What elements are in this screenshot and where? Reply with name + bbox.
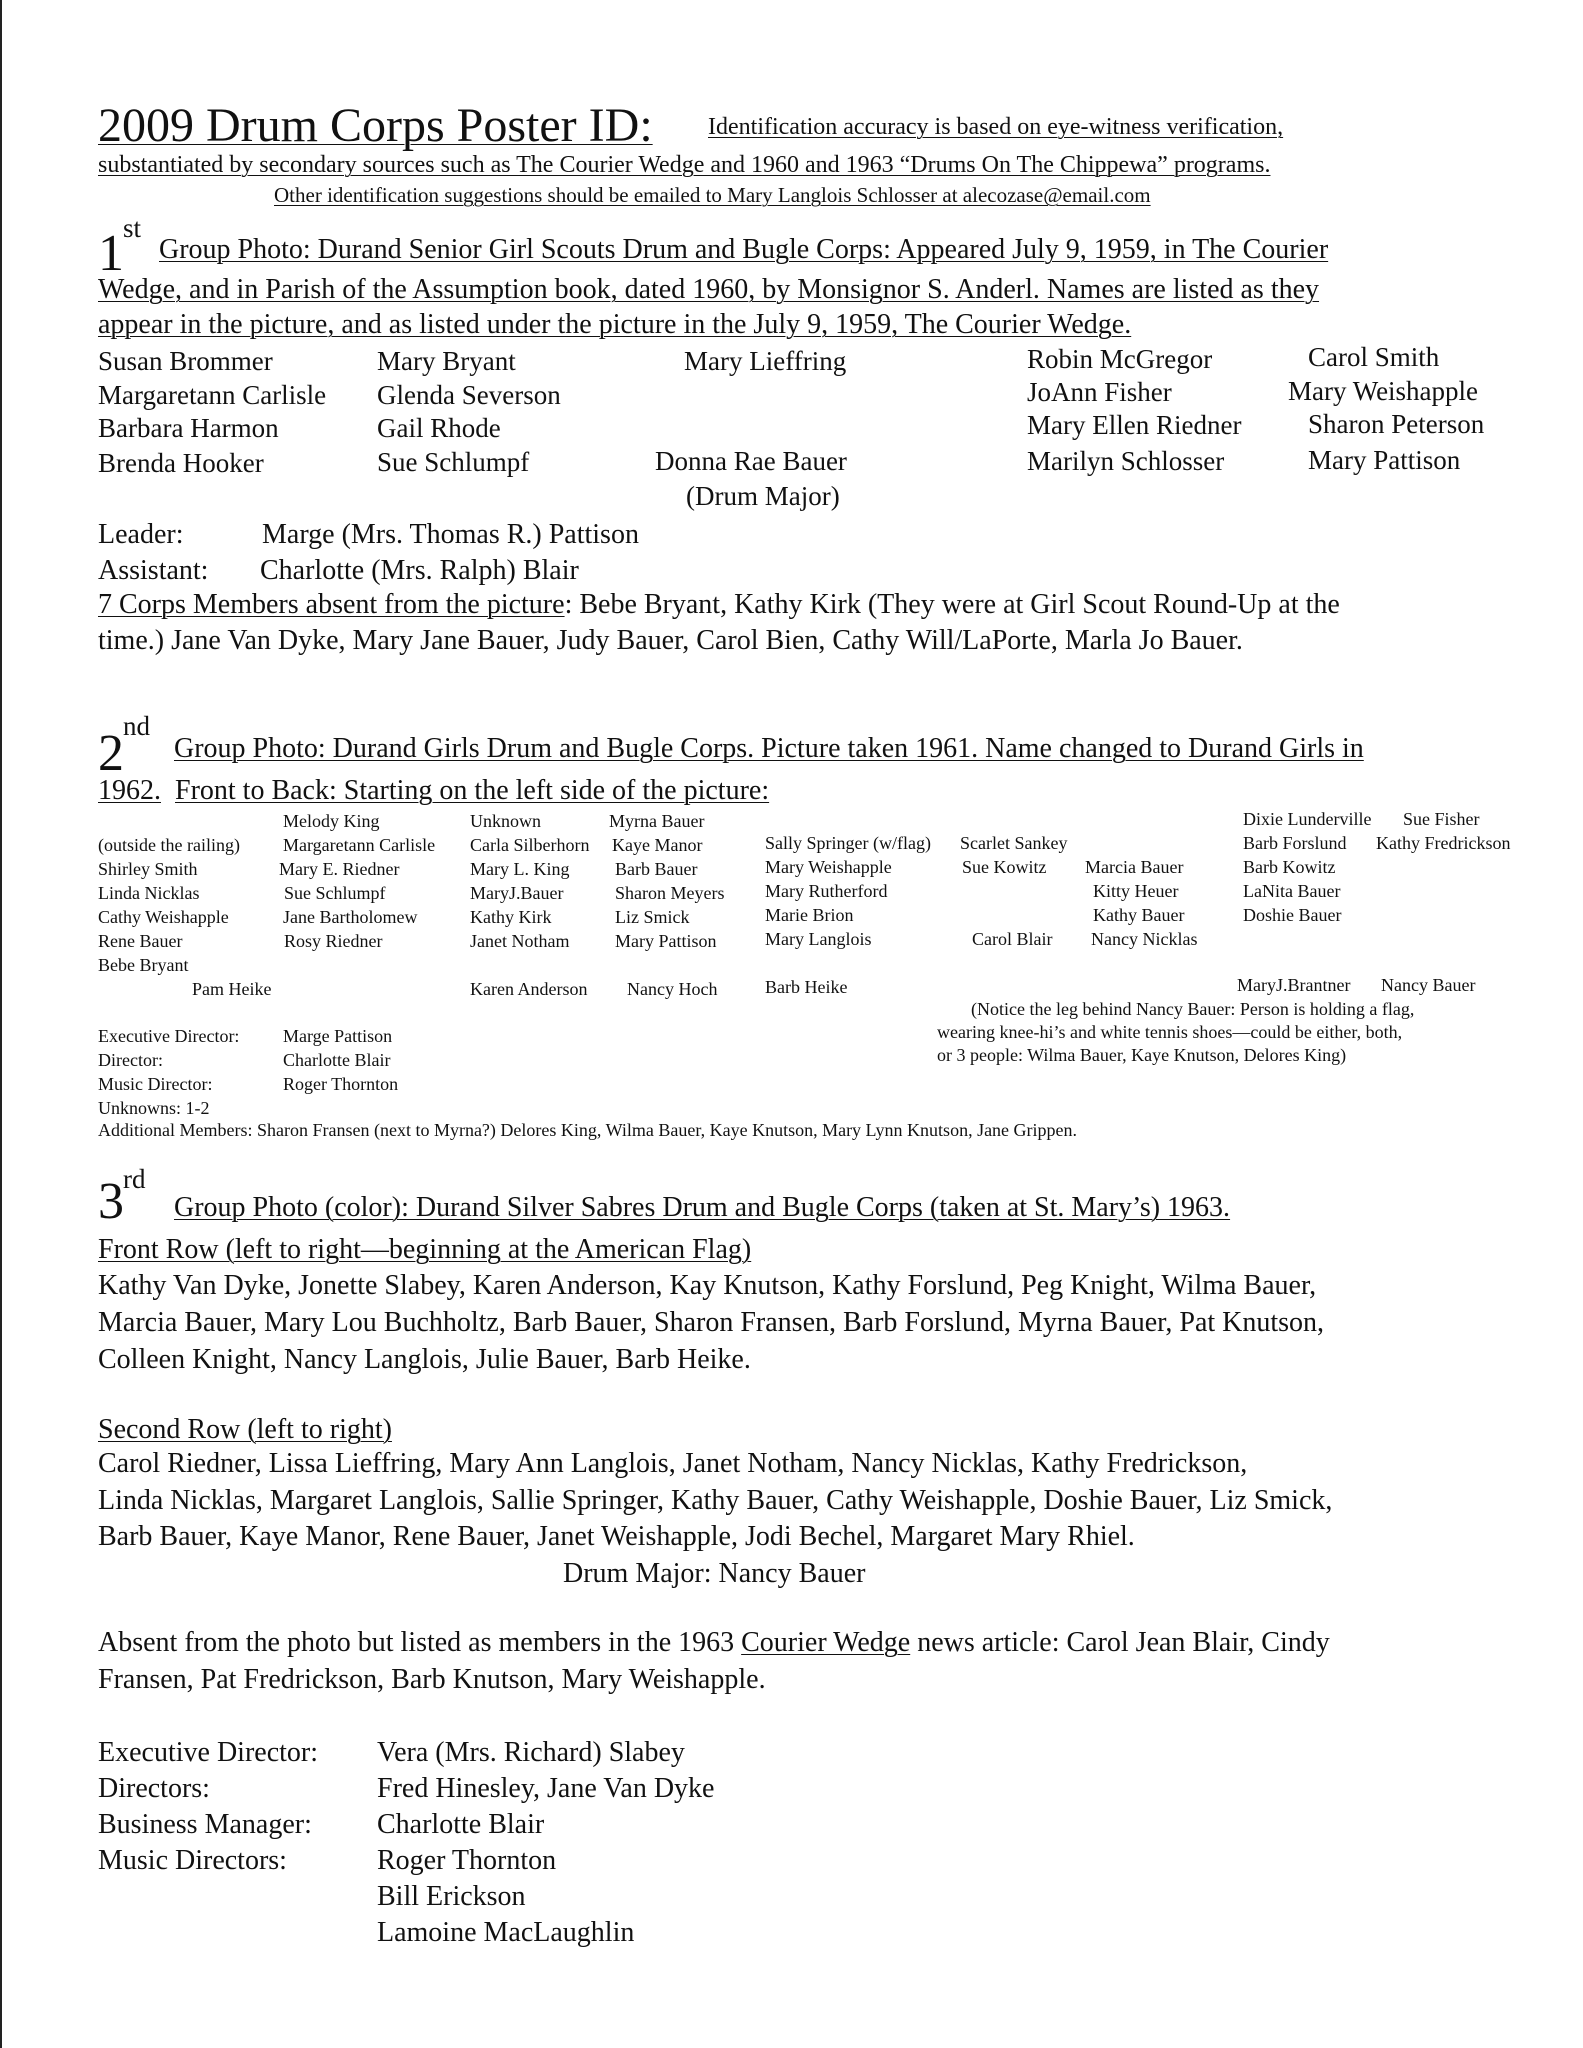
name-cell: Shirley Smith bbox=[98, 859, 198, 879]
group-1-number: 1 bbox=[98, 225, 124, 282]
name-cell: Dixie Lunderville bbox=[1243, 809, 1372, 829]
leader-label: Leader: bbox=[98, 519, 184, 550]
page-subtitle: Identification accuracy is based on eye-witness verification, bbox=[708, 114, 1284, 140]
name-cell: Carol Blair bbox=[972, 929, 1053, 949]
staff-label: Directors: bbox=[98, 1773, 210, 1804]
front-row-line-1: Kathy Van Dyke, Jonette Slabey, Karen Anderson, Kay Knutson, Kathy Forslund, Peg Knight, Wilma Bauer, bbox=[98, 1270, 1317, 1301]
name-cell: Kathy Fredrickson bbox=[1376, 833, 1511, 853]
name-cell: Marcia Bauer bbox=[1085, 857, 1184, 877]
front-row-line-2: Marcia Bauer, Mary Lou Buchholtz, Barb Bauer, Sharon Fransen, Barb Forslund, Myrna Bauer, Pat Knutson, bbox=[98, 1307, 1325, 1338]
name-cell: Pam Heike bbox=[192, 979, 272, 999]
staff-name: Charlotte Blair bbox=[283, 1050, 391, 1070]
staff-name: Charlotte Blair bbox=[377, 1809, 545, 1840]
assistant-label: Assistant: bbox=[98, 555, 209, 586]
second-row-line-1: Carol Riedner, Lissa Lieffring, Mary Ann Langlois, Janet Notham, Nancy Nicklas, Kathy Fredrickson, bbox=[98, 1448, 1248, 1479]
staff-name: Lamoine MacLaughlin bbox=[377, 1917, 635, 1948]
group-2-orientation: Front to Back: Starting on the left side of the picture: bbox=[175, 775, 770, 806]
name-cell: LaNita Bauer bbox=[1243, 881, 1341, 901]
drum-major-note: (Drum Major) bbox=[686, 481, 840, 511]
group-1-heading-1: Group Photo: Durand Senior Girl Scouts Drum and Bugle Corps: Appeared July 9, 1959, in The Courier bbox=[159, 234, 1329, 265]
name-cell: Sue Schlumpf bbox=[377, 447, 530, 477]
staff-label: Business Manager: bbox=[98, 1809, 312, 1840]
name-cell: Unknown bbox=[470, 811, 541, 831]
group-2-number: 2 bbox=[98, 725, 124, 782]
header-line-2: substantiated by secondary sources such as The Courier Wedge and 1960 and 1963 “Drums On The Chippewa” programs. bbox=[98, 152, 1271, 178]
name-cell: Mary Pattison bbox=[615, 931, 717, 951]
staff-name: Bill Erickson bbox=[377, 1881, 526, 1912]
name-cell: Sally Springer (w/flag) bbox=[765, 833, 931, 853]
staff-label: Music Director: bbox=[98, 1074, 213, 1094]
notice-line-3: or 3 people: Wilma Bauer, Kaye Knutson, Delores King) bbox=[937, 1045, 1347, 1065]
name-cell: Kitty Heuer bbox=[1093, 881, 1179, 901]
staff-label: Executive Director: bbox=[98, 1026, 240, 1046]
header-line-3: Other identification suggestions should be emailed to Mary Langlois Schlosser at alecozase@email.com bbox=[274, 183, 1151, 207]
absent-line-2: time.) Jane Van Dyke, Mary Jane Bauer, Judy Bauer, Carol Bien, Cathy Will/LaPorte, Marla Jo Bauer. bbox=[98, 625, 1243, 656]
absent-text: : Bebe Bryant, Kathy Kirk (They were at Girl Scout Round-Up at the bbox=[564, 589, 1340, 620]
staff-name: Vera (Mrs. Richard) Slabey bbox=[377, 1737, 685, 1768]
name-cell: Doshie Bauer bbox=[1243, 905, 1342, 925]
name-cell: Carol Smith bbox=[1308, 342, 1440, 372]
name-cell: Mary Rutherford bbox=[765, 881, 888, 901]
name-cell: Mary Ellen Riedner bbox=[1027, 410, 1242, 440]
name-cell: Sue Fisher bbox=[1403, 809, 1480, 829]
name-cell: Marilyn Schlosser bbox=[1027, 446, 1225, 476]
name-cell: Glenda Severson bbox=[377, 380, 561, 410]
name-cell: Barb Bauer bbox=[615, 859, 698, 879]
staff-name: Fred Hinesley, Jane Van Dyke bbox=[377, 1773, 715, 1804]
group-3-superscript: rd bbox=[123, 1164, 146, 1194]
group-3-heading: Group Photo (color): Durand Silver Sabres Drum and Bugle Corps (taken at St. Mary’s) 1963. bbox=[174, 1192, 1231, 1223]
name-cell: Rene Bauer bbox=[98, 931, 183, 951]
leader-name: Marge (Mrs. Thomas R.) Pattison bbox=[262, 519, 639, 550]
name-cell: Kaye Manor bbox=[612, 835, 703, 855]
absent-line-1 bbox=[98, 591, 1340, 619]
group-2-superscript: nd bbox=[123, 711, 150, 741]
additional-members: Additional Members: Sharon Fransen (next to Myrna?) Delores King, Wilma Bauer, Kaye Knutson, Mary Lynn Knutson, Jane Grippen. bbox=[98, 1120, 1078, 1140]
staff-label: Executive Director: bbox=[98, 1737, 319, 1768]
notice-line-2: wearing knee-hi’s and white tennis shoes—could be either, both, bbox=[937, 1022, 1403, 1042]
staff-name: Roger Thornton bbox=[283, 1074, 399, 1094]
name-cell: MaryJ.Brantner bbox=[1237, 975, 1351, 995]
name-cell: Mary Pattison bbox=[1308, 445, 1461, 475]
name-cell: Kathy Bauer bbox=[1093, 905, 1185, 925]
front-row-label: Front Row (left to right—beginning at the American Flag) bbox=[98, 1234, 752, 1265]
name-cell: Melody King bbox=[283, 811, 380, 831]
name-cell: Rosy Riedner bbox=[284, 931, 383, 951]
drum-major: Drum Major: Nancy Bauer bbox=[563, 1558, 866, 1589]
name-cell: Mary Weishapple bbox=[765, 857, 892, 877]
unknowns-note: Unknowns: 1-2 bbox=[98, 1098, 210, 1118]
name-cell: Mary E. Riedner bbox=[279, 859, 400, 879]
second-row-line-3: Barb Bauer, Kaye Manor, Rene Bauer, Janet Weishapple, Jodi Bechel, Margaret Mary Rhiel. bbox=[98, 1521, 1135, 1552]
name-cell: Bebe Bryant bbox=[98, 955, 189, 975]
absent-line-2: Fransen, Pat Fredrickson, Barb Knutson, Mary Weishapple. bbox=[98, 1664, 766, 1695]
name-cell: Barb Kowitz bbox=[1243, 857, 1336, 877]
name-cell: (outside the railing) bbox=[98, 835, 240, 855]
page-edge bbox=[0, 0, 2, 2048]
name-cell: Sue Schlumpf bbox=[284, 883, 386, 903]
name-cell: MaryJ.Bauer bbox=[470, 883, 564, 903]
name-cell: Sue Kowitz bbox=[962, 857, 1047, 877]
name-cell: Nancy Bauer bbox=[1381, 975, 1476, 995]
second-row-line-2: Linda Nicklas, Margaret Langlois, Sallie Springer, Kathy Bauer, Cathy Weishapple, Doshie Bauer, Liz Smick, bbox=[98, 1485, 1333, 1516]
second-row-label: Second Row (left to right) bbox=[98, 1414, 392, 1445]
group-1-superscript: st bbox=[123, 213, 142, 243]
name-cell: Gail Rhode bbox=[377, 413, 501, 443]
staff-label: Music Directors: bbox=[98, 1845, 287, 1876]
name-cell: Barb Heike bbox=[765, 977, 848, 997]
absent-text-a: Absent from the photo but listed as members in the 1963 bbox=[98, 1627, 742, 1658]
name-cell: Sharon Meyers bbox=[615, 883, 725, 903]
name-cell: Nancy Nicklas bbox=[1091, 929, 1198, 949]
staff-label: Director: bbox=[98, 1050, 163, 1070]
name-cell: Mary Bryant bbox=[377, 346, 516, 376]
name-cell: JoAnn Fisher bbox=[1027, 377, 1172, 407]
page-title: 2009 Drum Corps Poster ID: bbox=[98, 99, 653, 152]
name-cell: Brenda Hooker bbox=[98, 448, 264, 478]
name-cell: Mary Lieffring bbox=[684, 346, 847, 376]
name-cell: Robin McGregor bbox=[1027, 344, 1213, 374]
name-cell: Donna Rae Bauer bbox=[655, 446, 847, 476]
name-cell: Carla Silberhorn bbox=[470, 835, 590, 855]
group-1-heading-2: Wedge, and in Parish of the Assumption book, dated 1960, by Monsignor S. Anderl. Names are listed as they bbox=[98, 274, 1320, 305]
name-cell: Marie Brion bbox=[765, 905, 854, 925]
absent-line-1 bbox=[98, 1629, 1330, 1657]
name-cell: Mary Weishapple bbox=[1288, 376, 1479, 406]
name-cell: Mary Langlois bbox=[765, 929, 872, 949]
notice-line-1: (Notice the leg behind Nancy Bauer: Person is holding a flag, bbox=[971, 999, 1415, 1019]
name-cell: Sharon Peterson bbox=[1308, 409, 1485, 439]
name-cell: Liz Smick bbox=[615, 907, 690, 927]
group-1-heading-3: appear in the picture, and as listed under the picture in the July 9, 1959, The Courier Wedge. bbox=[98, 309, 1132, 340]
staff-name: Roger Thornton bbox=[377, 1845, 557, 1876]
name-cell: Margaretann Carlisle bbox=[283, 835, 436, 855]
front-row-line-3: Colleen Knight, Nancy Langlois, Julie Bauer, Barb Heike. bbox=[98, 1344, 751, 1375]
name-cell: Susan Brommer bbox=[98, 346, 273, 376]
name-cell: Karen Anderson bbox=[470, 979, 588, 999]
absent-label: 7 Corps Members absent from the picture bbox=[98, 589, 565, 620]
name-cell: Kathy Kirk bbox=[470, 907, 552, 927]
staff-name: Marge Pattison bbox=[283, 1026, 393, 1046]
group-2-year: 1962. bbox=[98, 775, 161, 806]
name-cell: Linda Nicklas bbox=[98, 883, 200, 903]
name-cell: Janet Notham bbox=[470, 931, 570, 951]
name-cell: Jane Bartholomew bbox=[283, 907, 418, 927]
absent-text-c: news article: Carol Jean Blair, Cindy bbox=[910, 1627, 1330, 1658]
group-2-heading-2 bbox=[98, 777, 769, 805]
name-cell: Mary L. King bbox=[470, 859, 570, 879]
group-3-number: 3 bbox=[98, 1173, 124, 1230]
name-cell: Margaretann Carlisle bbox=[98, 380, 327, 410]
name-cell: Myrna Bauer bbox=[609, 811, 705, 831]
name-cell: Cathy Weishapple bbox=[98, 907, 229, 927]
name-cell: Barb Forslund bbox=[1243, 833, 1347, 853]
assistant-name: Charlotte (Mrs. Ralph) Blair bbox=[260, 555, 579, 586]
name-cell: Nancy Hoch bbox=[627, 979, 718, 999]
group-2-heading-1: Group Photo: Durand Girls Drum and Bugle Corps. Picture taken 1961. Name changed to Durand Girls in bbox=[174, 733, 1364, 764]
name-cell: Barbara Harmon bbox=[98, 413, 279, 443]
name-cell: Scarlet Sankey bbox=[960, 833, 1068, 853]
courier-wedge: Courier Wedge bbox=[741, 1627, 911, 1658]
